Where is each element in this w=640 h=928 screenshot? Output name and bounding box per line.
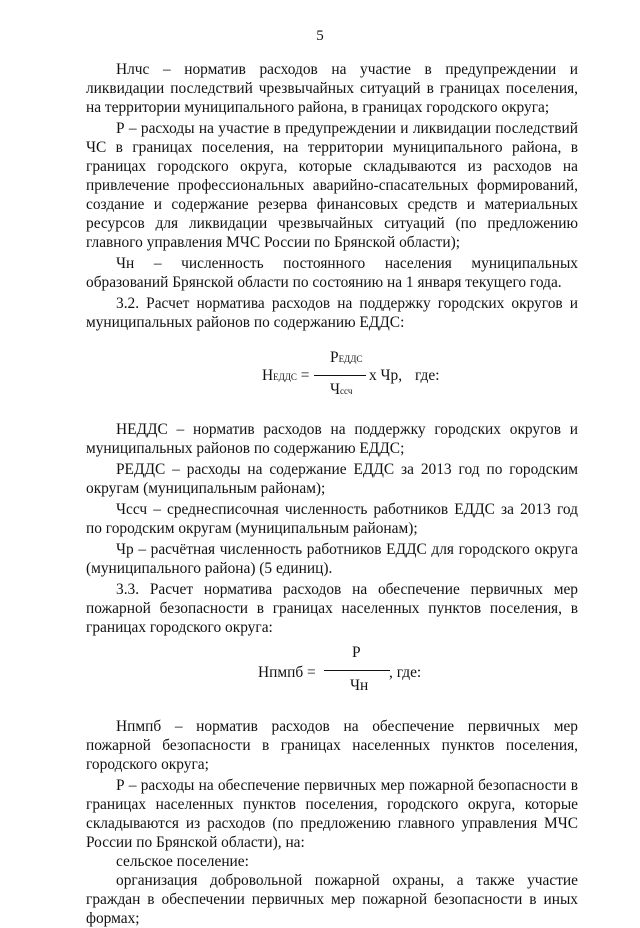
formula-pmpb-fraction-line	[324, 670, 390, 671]
formula-edds	[86, 340, 578, 404]
paragraph-chr-definition: Чр – расчётная численность работников ЕДДС для городского округа (муниципального района) (5 единиц).	[86, 541, 578, 577]
paragraph-nlchs-definition: Нлчс – норматив расходов на участие в предупреждении и ликвидации последствий чрезвычайных ситуаций в границах поселения, на территории муниципального района, в границах городского округа;	[86, 61, 578, 116]
section-3-2-heading: 3.2. Расчет норматива расходов на поддержку городских округов и муниципальных районов по содержанию ЕДДС:	[86, 295, 578, 331]
formula-pmpb-numerator: Р	[352, 644, 361, 661]
formula-pmpb	[86, 643, 578, 697]
paragraph-npmpb-definition: Нпмпб – норматив расходов на обеспечение первичных мер пожарной безопасности в границах населенных пунктов поселения, городского округа;	[86, 718, 578, 773]
formula-edds-fraction-line	[314, 375, 366, 376]
paragraph-rural-settlement: сельское поселение:	[116, 853, 249, 870]
paragraph-neddс-definition: НЕДДС – норматив расходов на поддержку городских округов и муниципальных районов по содержанию ЕДДС;	[86, 421, 578, 457]
paragraph-r-definition: Р – расходы на участие в предупреждении и ликвидации последствий ЧС в границах поселения, на территории муниципального района, в границах городского округа, которые складываются из расходов на привлечение профессиональных аварийно-спасательных формирований, создание и содержание резерва финансовых средств и материальных ресурсов для ликвидации чрезвычайных ситуаций (по предложению главного управления МЧС России по Брянской области);	[86, 120, 578, 251]
section-3-3-heading: 3.3. Расчет норматива расходов на обеспечение первичных мер пожарной безопасности в границах населенных пунктов поселения, в границах городского округа:	[86, 581, 578, 636]
paragraph-volunteer-fire-guard: организация добровольной пожарной охраны, а также участие граждан в обеспечении первичных мер пожарной безопасности в иных формах;	[86, 872, 578, 927]
formula-pmpb-lhs: Нпмпб =	[258, 664, 316, 681]
formula-edds-lhs: НЕДДС =	[262, 367, 310, 384]
paragraph-reddс-definition: РЕДДС – расходы на содержание ЕДДС за 2013 год по городским округам (муниципальным районам);	[86, 461, 578, 497]
formula-edds-numerator: РЕДДС	[330, 349, 363, 366]
formula-edds-times: х Чр,	[369, 367, 403, 384]
page-number: 5	[316, 28, 324, 44]
paragraph-chssch-definition: Чссч – среднесписочная численность работников ЕДДС за 2013 год по городским округам (муниципальным районам);	[86, 501, 578, 537]
formula-pmpb-denominator: Чн	[350, 677, 369, 694]
formula-edds-where: где:	[415, 367, 440, 384]
paragraph-r-pmpb-definition: Р – расходы на обеспечение первичных мер пожарной безопасности в границах населенных пунктов поселения, городского округа, которые складываются из расходов (по предложению главного управления МЧС России по Брянской области), на:	[86, 777, 578, 851]
paragraph-chn-definition: Чн – численность постоянного населения муниципальных образований Брянской области по состоянию на 1 января текущего года.	[86, 255, 578, 291]
formula-pmpb-where: , где:	[389, 664, 422, 681]
document-body	[86, 60, 578, 928]
formula-edds-denominator: Чссч	[330, 381, 353, 398]
